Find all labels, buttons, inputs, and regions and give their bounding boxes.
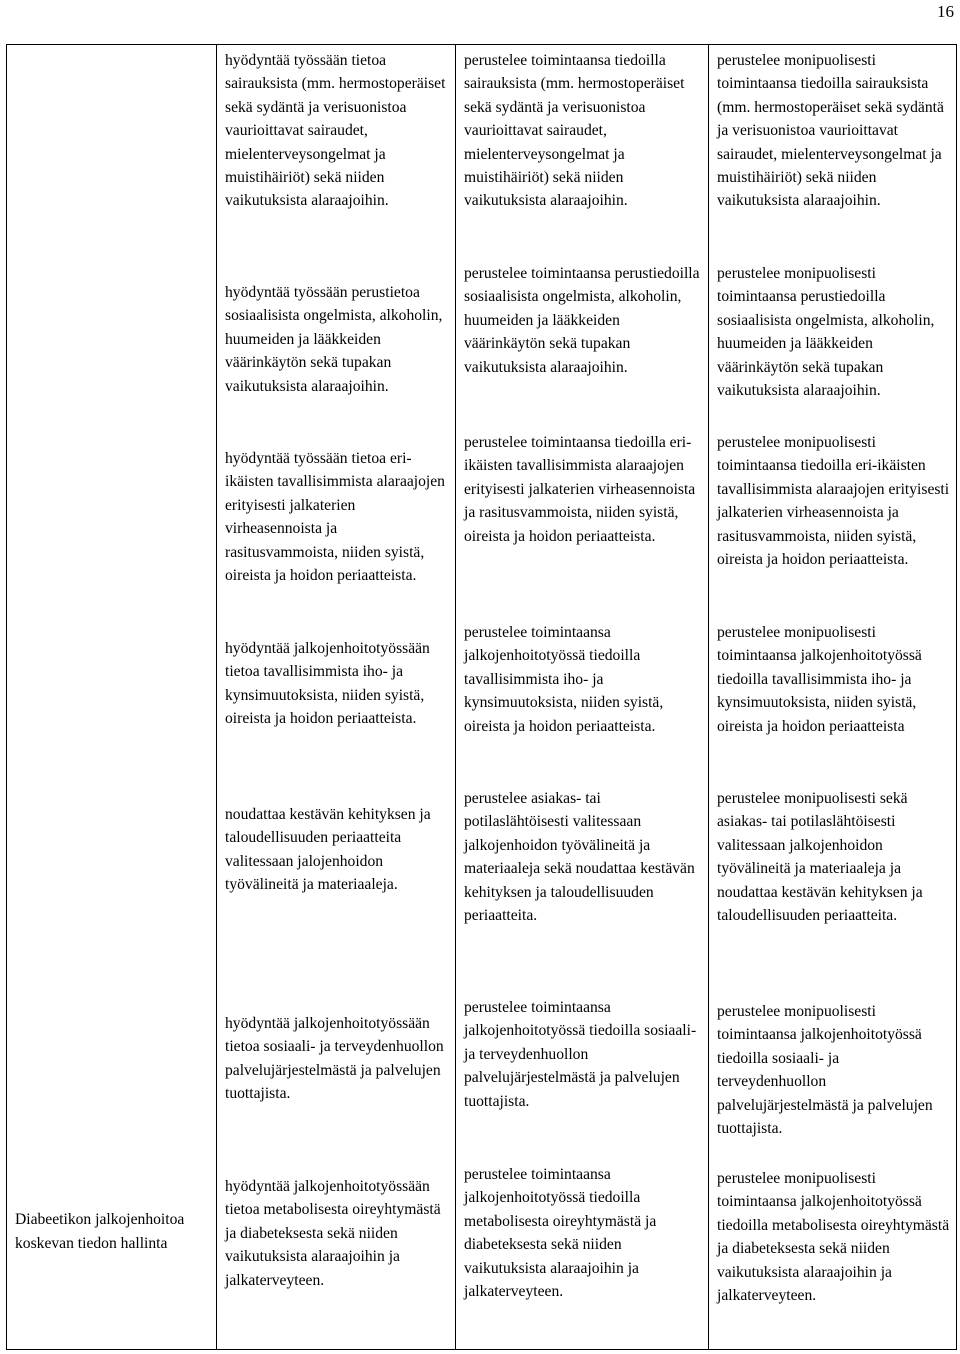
criterion-entry: hyödyntää työssään tietoa eri-ikäisten tavallisimmista alaraajojen erityisesti jalkaterien virheasennoista ja rasitusvammoista, niiden syistä, oireista ja hoidon periaatteista. xyxy=(225,450,445,585)
criteria-column-2 xyxy=(456,45,709,1350)
row-label-cell xyxy=(7,45,217,1350)
criterion-entry: hyödyntää jalkojenhoitotyössään tietoa sosiaali- ja terveydenhuollon palvelujärjestelmästä ja palvelujen tuottajista. xyxy=(225,1015,444,1103)
criterion-entry: perustelee toimintaansa jalkojenhoitotyössä tiedoilla tavallisimmista iho- ja kynsimuutoksista, niiden syistä, oireista ja hoidon periaatteista. xyxy=(464,624,664,735)
assessment-criteria-table xyxy=(6,44,957,1350)
criterion-entry: hyödyntää jalkojenhoitotyössään tietoa metabolisesta oireyhtymästä ja diabeteksesta sekä niiden vaikutuksista alaraajoihin ja jalkaterveyteen. xyxy=(225,1178,441,1289)
row-label: Diabeetikon jalkojenhoitoa koskevan tiedon hallinta xyxy=(15,1211,185,1252)
criterion-entry: hyödyntää jalkojenhoitotyössään tietoa tavallisimmista iho- ja kynsimuutoksista, niiden syistä, oireista ja hoidon periaatteista. xyxy=(225,640,430,728)
criterion-entry: perustelee monipuolisesti toimintaansa tiedoilla eri-ikäisten tavallisimmista alaraajojen erityisesti jalkaterien virheasennoista ja rasitusvammoista, niiden syistä, oireista ja hoidon periaatteista. xyxy=(717,434,950,569)
criterion-entry: hyödyntää työssään tietoa sairauksista (mm. hermostoperäiset sekä sydäntä ja verisuonistoa vaurioittavat sairaudet, mielenterveysongelmat ja muistihäiriöt) sekä niiden vaikutuksista alaraajoihin. xyxy=(225,52,446,210)
criterion-entry: hyödyntää työssään perustietoa sosiaalisista ongelmista, alkoholin, huumeiden ja lääkkeiden väärinkäytön sekä tupakan vaikutuksista alaraajoihin. xyxy=(225,284,443,395)
criterion-entry: perustelee asiakas- tai potilaslähtöisesti valitessaan jalkojenhoidon työvälineitä ja materiaaleja sekä noudattaa kestävän kehityksen ja taloudellisuuden periaatteita. xyxy=(464,790,695,925)
table-row xyxy=(7,45,957,1350)
criteria-column-3 xyxy=(709,45,957,1350)
criterion-entry: noudattaa kestävän kehityksen ja taloudellisuuden periaatteita valitessaan jalojenhoidon työvälineitä ja materiaaleja. xyxy=(225,806,431,894)
criterion-entry: perustelee monipuolisesti toimintaansa jalkojenhoitotyössä tiedoilla metabolisesta oireyhtymästä ja diabeteksesta sekä niiden vaikutuksista alaraajoihin ja jalkaterveyteen. xyxy=(717,1170,950,1305)
criterion-entry: perustelee toimintaansa jalkojenhoitotyössä tiedoilla sosiaali- ja terveydenhuollon palvelujärjestelmästä ja palvelujen tuottajista. xyxy=(464,999,697,1110)
criteria-column-1 xyxy=(217,45,456,1350)
page-number: 16 xyxy=(937,2,954,21)
criterion-entry: perustelee monipuolisesti sekä asiakas- tai potilaslähtöisesti valitessaan jalkojenhoidon työvälineitä ja materiaaleja ja noudattaa kestävän kehityksen ja taloudellisuuden periaatteita. xyxy=(717,790,923,925)
criterion-entry: perustelee monipuolisesti toimintaansa tiedoilla sairauksista (mm. hermostoperäiset sekä sydäntä ja verisuonistoa vaurioittavat sairaudet, mielenterveysongelmat ja muistihäiriöt) sekä niiden vaikutuksista alaraajoihin. xyxy=(717,52,944,210)
criterion-entry: perustelee monipuolisesti toimintaansa perustiedoilla sosiaalisista ongelmista, alkoholin, huumeiden ja lääkkeiden väärinkäytön sekä tupakan vaikutuksista alaraajoihin. xyxy=(717,265,935,400)
criterion-entry: perustelee monipuolisesti toimintaansa jalkojenhoitotyössä tiedoilla tavallisimmista iho- ja kynsimuutoksista, niiden syistä, oireista ja hoidon periaatteista xyxy=(717,624,922,735)
criterion-entry: perustelee toimintaansa jalkojenhoitotyössä tiedoilla metabolisesta oireyhtymästä ja diabeteksesta sekä niiden vaikutuksista alaraajoihin ja jalkaterveyteen. xyxy=(464,1166,657,1301)
criterion-entry: perustelee toimintaansa perustiedoilla sosiaalisista ongelmista, alkoholin, huumeiden ja lääkkeiden väärinkäytön sekä tupakan vaikutuksista alaraajoihin. xyxy=(464,265,700,376)
criterion-entry: perustelee monipuolisesti toimintaansa jalkojenhoitotyössä tiedoilla sosiaali- ja terveydenhuollon palvelujärjestelmästä ja palvelujen tuottajista. xyxy=(717,1003,933,1138)
criterion-entry: perustelee toimintaansa tiedoilla eri-ikäisten tavallisimmista alaraajojen erityisesti jalkaterien virheasennoista ja rasitusvammoista, niiden syistä, oireista ja hoidon periaatteista. xyxy=(464,434,696,545)
criterion-entry: perustelee toimintaansa tiedoilla sairauksista (mm. hermostoperäiset sekä sydäntä ja verisuonistoa vaurioittavat sairaudet, mielenterveysongelmat ja muistihäiriöt) sekä niiden vaikutuksista alaraajoihin. xyxy=(464,52,685,210)
